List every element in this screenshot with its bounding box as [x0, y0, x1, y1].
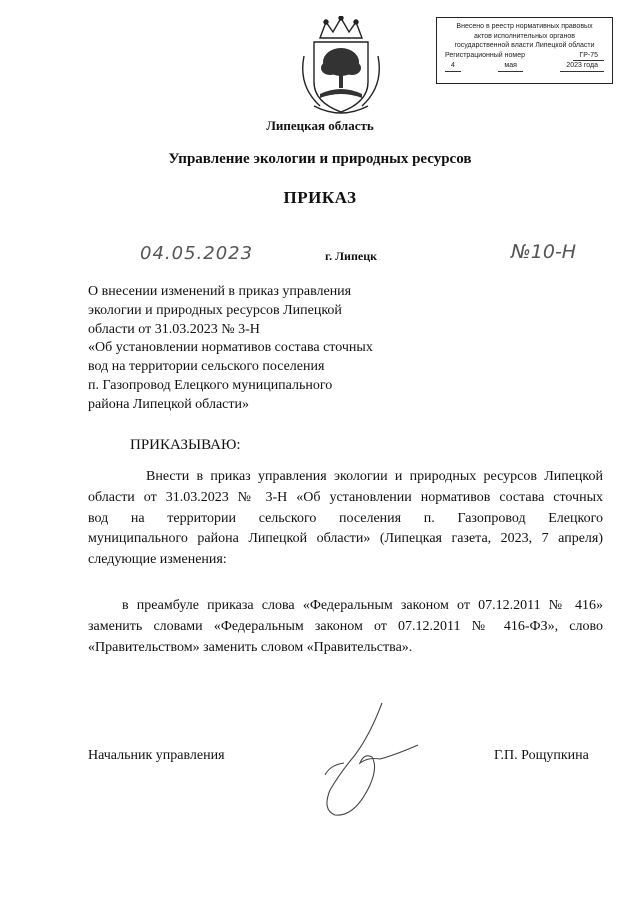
registry-line: Внесено в реестр нормативных правовых — [456, 23, 593, 30]
subject-line: вод на территории сельского поселения — [88, 359, 325, 375]
registry-year: 2023 года — [560, 61, 604, 72]
body-line: Внести в приказ управления экологии и природных ресурсов Липецкой — [146, 469, 603, 484]
coat-of-arms-icon — [300, 16, 382, 116]
body-line: муниципального района Липецкой области» (Липецкая газета, 2023, 7 апреля) — [88, 531, 603, 547]
order-number: №10-Н — [511, 241, 577, 263]
body-line: в преамбуле приказа слова «Федеральным законом от 07.12.2011 № 416» — [122, 598, 603, 613]
registry-stamp — [436, 17, 613, 84]
handwritten-signature — [300, 695, 420, 825]
order-date: 04.05.2023 — [140, 243, 254, 264]
registry-month: мая — [498, 61, 523, 72]
registry-day: 4 — [445, 61, 461, 72]
order-subject — [88, 283, 418, 415]
body-line: следующие изменения: — [88, 552, 227, 568]
body-line: заменить словами «Федеральным законом от 07.12.2011 № 416-ФЗ», слово — [88, 618, 603, 634]
body-paragraph — [88, 467, 603, 571]
body-line: области от 31.03.2023 № 3-Н «Об установлении нормативов состава сточных — [88, 489, 603, 505]
department-title: Управление экологии и природных ресурсов — [168, 151, 472, 167]
registry-number: ГР-75 — [573, 51, 604, 62]
registry-number-row — [437, 51, 612, 62]
body-paragraph — [88, 596, 603, 658]
registry-number-label: Регистрационный номер — [445, 51, 525, 59]
signatory-position: Начальник управления — [88, 748, 225, 763]
subject-line: «Об установлении нормативов состава сточных — [88, 340, 373, 356]
body-line: вод на территории сельского поселения п. Газопровод Елецкого — [88, 510, 603, 526]
signatory-name: Г.П. Рощупкина — [494, 748, 589, 763]
registry-line: актов исполнительных органов — [474, 32, 575, 40]
subject-line: района Липецкой области» — [88, 396, 249, 412]
subject-line: п. Газопровод Елецкого муниципального — [88, 377, 333, 393]
body-line: «Правительством» заменить словом «Правительства». — [88, 639, 413, 655]
subject-line: О внесении изменений в приказ управления — [88, 284, 352, 299]
order-city: г. Липецк — [325, 249, 378, 263]
registry-line: государственной власти Липецкой области — [454, 42, 595, 49]
region-title: Липецкая область — [266, 118, 374, 133]
directive-heading: ПРИКАЗЫВАЮ: — [130, 437, 241, 453]
subject-line: области от 31.03.2023 № 3-Н — [88, 321, 260, 337]
subject-line: экологии и природных ресурсов Липецкой — [88, 302, 342, 318]
registry-date-row — [437, 61, 612, 72]
document-type-title: ПРИКАЗ — [283, 188, 357, 207]
